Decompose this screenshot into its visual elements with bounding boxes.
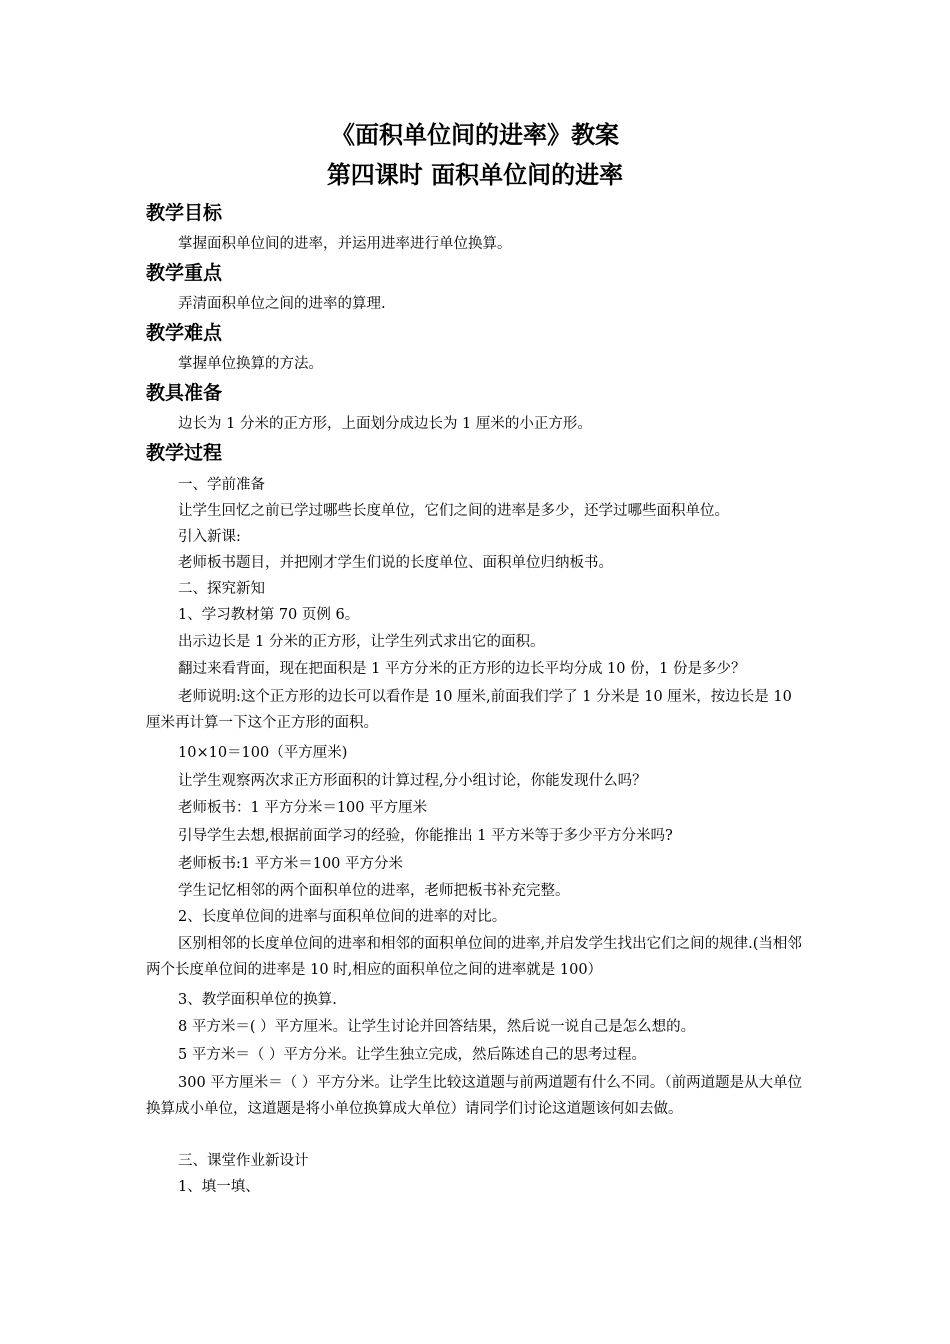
heading-difficulties: 教学难点 xyxy=(146,322,223,344)
process-line: 老师说明:这个正方形的边长可以看作是 10 厘米,前面我们学了 1 分米是 10 厘米，按边长是 10 厘米再计算一下这个正方形的面积。 xyxy=(146,689,792,731)
key-points-text: 弄清面积单位之间的进率的算理. xyxy=(178,296,386,312)
heading-objectives: 教学目标 xyxy=(146,202,223,224)
process-line: 2、长度单位间的进率与面积单位间的进率的对比。 xyxy=(178,909,507,925)
document-title: 《面积单位间的进率》教案 xyxy=(331,121,619,149)
process-line: 区别相邻的长度单位间的进率和相邻的面积单位间的进率,并启发学生找出它们之间的规律.(当相邻两个长度单位间的进率是 10 时,相应的面积单位之间的进率就是 100） xyxy=(146,936,802,978)
process-line: 让学生回忆之前已学过哪些长度单位，它们之间的进率是多少，还学过哪些面积单位。 xyxy=(178,503,729,519)
process-line: 1、学习教材第 70 页例 6。 xyxy=(178,607,360,623)
heading-key-points: 教学重点 xyxy=(146,262,223,284)
process-line: 三、课堂作业新设计 xyxy=(178,1153,309,1169)
difficulties-text: 掌握单位换算的方法。 xyxy=(178,356,323,372)
process-line: 二、探究新知 xyxy=(178,581,265,597)
process-line: 老师板书题目，并把刚才学生们说的长度单位、面积单位归纳板书。 xyxy=(178,555,613,571)
process-line: 一、学前准备 xyxy=(178,477,265,493)
objectives-text: 掌握面积单位间的进率，并运用进率进行单位换算。 xyxy=(178,236,512,252)
process-line: 学生记忆相邻的两个面积单位的进率，老师把板书补充完整。 xyxy=(178,883,570,899)
lesson-subtitle: 第四课时 面积单位间的进率 xyxy=(326,161,624,189)
process-line: 3、教学面积单位的换算. xyxy=(178,992,337,1008)
process-line: 8 平方米＝( ）平方厘米。让学生讨论并回答结果，然后说一说自己是怎么想的。 xyxy=(178,1019,696,1035)
process-line: 1、填一填、 xyxy=(178,1179,260,1195)
heading-process: 教学过程 xyxy=(146,442,223,464)
process-line: 让学生观察两次求正方形面积的计算过程,分小组讨论，你能发现什么吗？ xyxy=(178,773,647,789)
process-line: 引导学生去想,根据前面学习的经验，你能推出 1 平方米等于多少平方分米吗? xyxy=(178,828,673,844)
heading-materials: 教具准备 xyxy=(146,382,223,404)
process-line: 翻过来看背面，现在把面积是 1 平方分米的正方形的边长平均分成 10 份，1 份是多少？ xyxy=(178,661,746,677)
process-line: 老师板书:1 平方米＝100 平方分米 xyxy=(178,856,404,872)
process-line: 5 平方米＝（ ）平方分米。让学生独立完成，然后陈述自己的思考过程。 xyxy=(178,1047,646,1063)
process-line: 引入新课: xyxy=(178,529,241,545)
materials-text: 边长为 1 分米的正方形，上面划分成边长为 1 厘米的小正方形。 xyxy=(178,416,592,432)
process-line: 300 平方厘米＝（ ）平方分米。让学生比较这道题与前两道题有什么不同。（前两道题是从大单位换算成小单位，这道题是将小单位换算成大单位）请同学们讨论这道题该何如去做。 xyxy=(146,1075,803,1117)
process-line: 10×10＝100（平方厘米) xyxy=(178,745,348,761)
process-line: 出示边长是 1 分米的正方形，让学生列式求出它的面积。 xyxy=(178,634,545,650)
process-line: 老师板书：1 平方分米＝100 平方厘米 xyxy=(178,800,428,816)
